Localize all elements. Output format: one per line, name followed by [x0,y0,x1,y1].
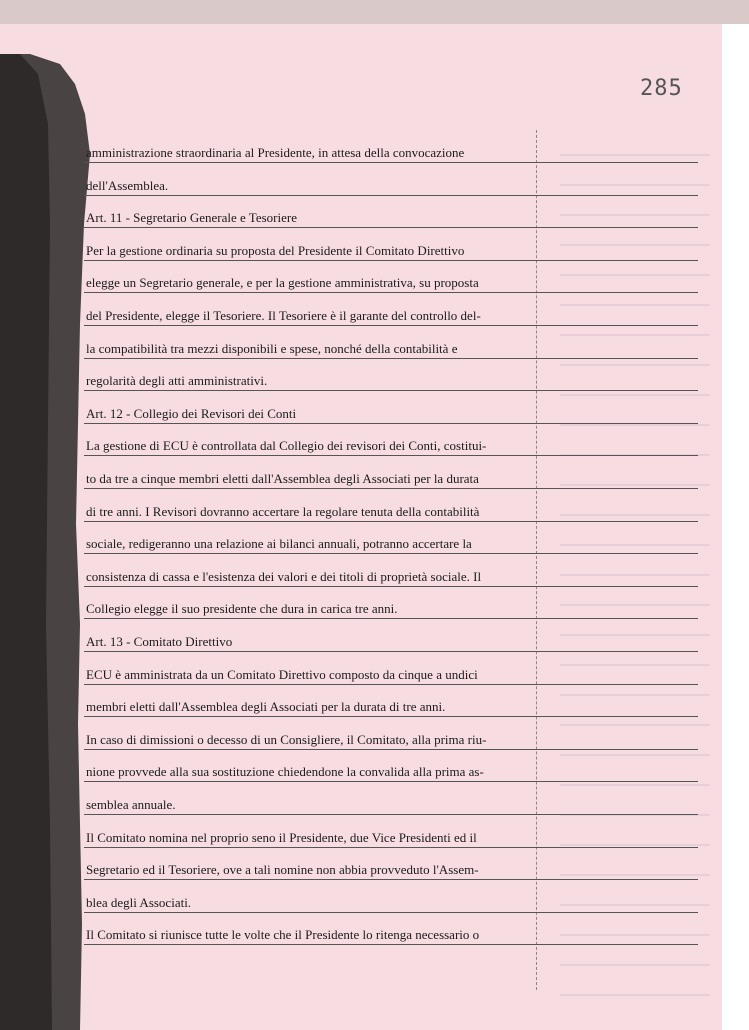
ruled-line [84,749,698,750]
ruled-line [84,944,698,945]
ruled-line [84,847,698,848]
ruled-line [84,912,698,913]
ruled-line [84,358,698,359]
text-line: consistenza di cassa e l'esistenza dei valori e dei titoli di proprietà sociale. Il [86,568,482,584]
ruled-line [84,814,698,815]
text-line: regolarità degli atti amministrativi. [86,373,268,389]
ruled-line [84,162,698,163]
ruled-line [84,390,698,391]
text-line: La gestione di ECU è controllata dal Collegio dei revisori dei Conti, costitui- [86,438,487,454]
text-line: to da tre a cinque membri eletti dall'Assemblea degli Associati per la durata [86,471,479,486]
text-line: Segretario ed il Tesoriere, ove a tali nomine non abbia provveduto l'Assem- [86,862,479,878]
text-line: In caso di dimissioni o decesso di un Consigliere, il Comitato, alla prima riu- [86,731,487,747]
text-line: Art. 11 - Segretario Generale e Tesoriere [86,210,297,226]
text-line: Collegio elegge il suo presidente che dura in carica tre anni. [86,601,398,617]
ruled-line [84,423,698,424]
bleed-through-text [560,140,710,1000]
text-line: semblea annuale. [86,797,176,812]
ruled-line [84,325,698,326]
ruled-line [84,684,698,685]
page-right-margin [722,24,749,1030]
text-line: blea degli Associati. [86,894,192,910]
text-line: ECU è amministrata da un Comitato Direttivo composto da cinque a undici [86,666,478,682]
text-line: sociale, redigeranno una relazione ai bilanci annuali, potranno accertare la [86,536,472,552]
ruled-line [84,260,698,261]
text-line: del Presidente, elegge il Tesoriere. Il Tesoriere è il garante del controllo del- [86,308,481,323]
text-line: di tre anni. I Revisori dovranno accertare la regolare tenuta della contabilità [86,503,480,519]
ruled-line [84,292,698,293]
ruled-line [84,618,698,619]
ruled-line [84,488,698,489]
text-line: Il Comitato nomina nel proprio seno il Presidente, due Vice Presidenti ed il [86,829,477,845]
ruled-line [84,227,698,228]
ruled-line [84,716,698,717]
text-line: Per la gestione ordinaria su proposta del Presidente il Comitato Direttivo [86,242,465,258]
text-line: Il Comitato si riunisce tutte le volte che il Presidente lo ritenga necessario o [86,927,480,943]
text-line: Art. 12 - Collegio dei Revisori dei Conti [86,405,297,421]
ruled-line [84,553,698,554]
ruled-line [84,455,698,456]
text-line: dell'Assemblea. [86,177,169,193]
ruled-line [84,781,698,782]
ruled-line [84,879,698,880]
ruled-line [84,195,698,196]
text-line: elegge un Segretario generale, e per la gestione amministrativa, su proposta [86,275,479,291]
ruled-line [84,521,698,522]
page-number: 285 [640,76,683,101]
text-line: la compatibilità tra mezzi disponibili e spese, nonché della contabilità e [86,340,458,356]
ruled-line [84,651,698,652]
text-line: membri eletti dall'Assemblea degli Associati per la durata di tre anni. [86,699,446,715]
text-line: nione provvede alla sua sostituzione chiedendone la convalida alla prima as- [86,764,484,780]
text-line: Art. 13 - Comitato Direttivo [86,634,233,649]
text-line: amministrazione straordinaria al Presidente, in attesa della convocazione [86,145,465,160]
ruled-line [84,586,698,587]
scanner-top-band [0,0,749,24]
